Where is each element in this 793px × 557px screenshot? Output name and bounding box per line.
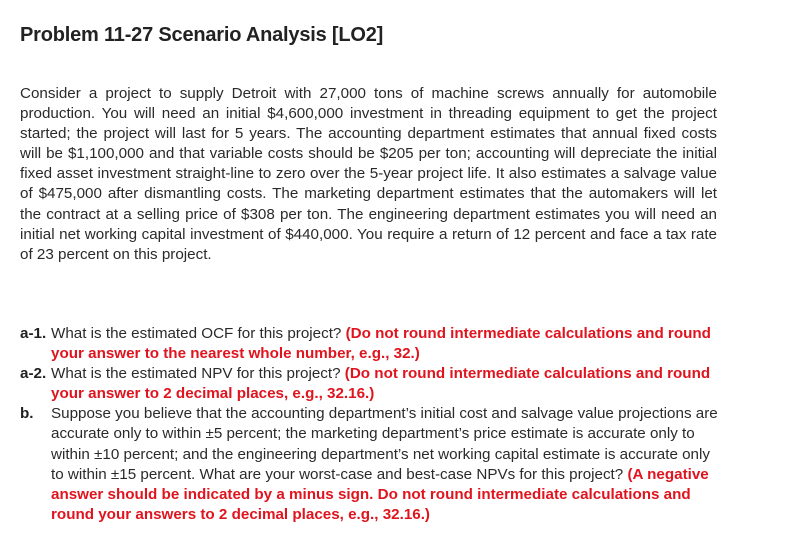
question-label: a-2. [20, 365, 47, 383]
question-list [20, 324, 720, 525]
question-a2 [20, 364, 720, 404]
problem-intro: Consider a project to supply Detroit with 27,000 tons of machine screws annually for automobile production. You will need an initial $4,600,000 investment in threading equipment to get the project started; the project will last for 5 years. The accounting department estimates that annual fixed costs will be $1,100,000 and that variable costs should be $205 per ton; accounting will depreciate the initial fixed asset investment straight-line to zero over the 5-year project life. It also estimates a salvage value of $475,000 after dismantling costs. The marketing department estimates that the automakers will let the contract at a selling price of $308 per ton. The engineering department estimates you will need an initial net working capital investment of $440,000. You require a return of 12 percent and face a tax rate of 23 percent on this project. [20, 85, 717, 263]
question-text: What is the estimated NPV for this project? [51, 365, 341, 383]
question-instruction: (Do not round intermediate calculations and round your answer to 2 decimal places, e.g., 32.16.) [51, 365, 711, 403]
question-label: b. [20, 405, 34, 423]
problem-title: Problem 11-27 Scenario Analysis [LO2] [20, 24, 384, 46]
question-text: Suppose you believe that the accounting department’s initial cost and salvage value projections are accurate only to within ±5 percent; the marketing department’s price estimate is accurate only to within ±10 percent; and the engineering department’s net working capital estimate is accurate only to within ±15 percent. What are your worst-case and best-case NPVs for this project? [51, 405, 718, 483]
question-instruction: (A negative answer should be indicated by a minus sign. Do not round intermediate calculations and round your answers to 2 decimal places, e.g., 32.16.) [51, 465, 709, 523]
question-b [20, 404, 720, 525]
question-a1 [20, 324, 720, 364]
question-instruction: (Do not round intermediate calculations and round your answer to the nearest whole number, e.g., 32.) [51, 325, 711, 363]
question-label: a-1. [20, 325, 47, 342]
question-text: What is the estimated OCF for this project? [51, 325, 342, 342]
